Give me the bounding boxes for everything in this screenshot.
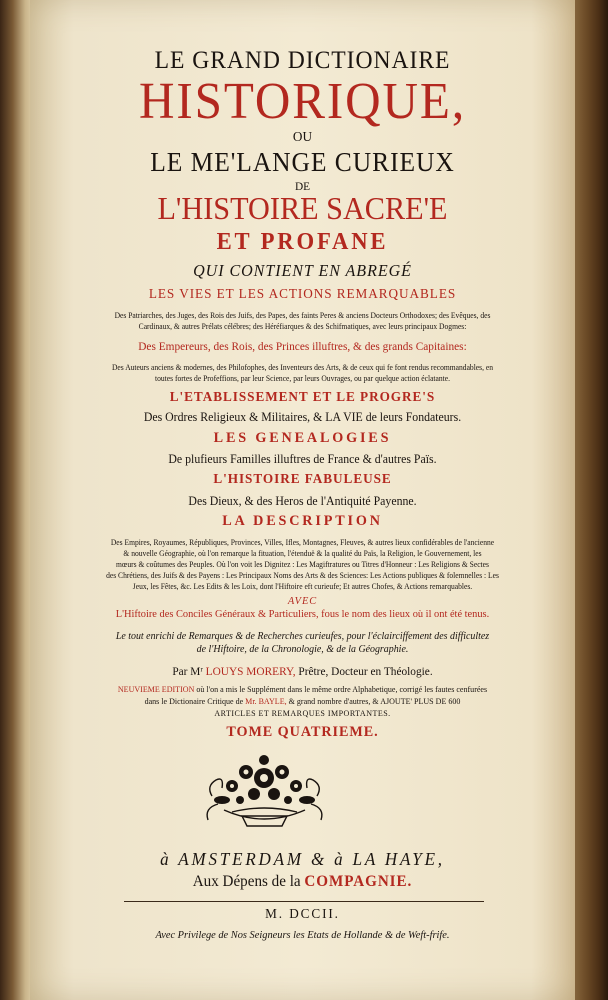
author-line	[45, 665, 560, 677]
description-text-3: mœurs & coûtumes des Peuples. Où l'on voit les Dignitez : Les Magiftratures ou Titres d'Honneur : Les Religions & Sectes	[116, 560, 489, 569]
title-line-1: LE GRAND DICTIONAIRE	[154, 47, 451, 74]
description-heading: LA DESCRIPTION	[222, 513, 383, 529]
subtitle-histoire: L'HISTOIRE SACRE'E	[157, 190, 448, 226]
bayle-name: Mr. BAYLE,	[245, 696, 287, 706]
description-text-5: Jeux, les Fêtes, &c. Les Edits & les Loix, dont l'Hiftoire eft curieufe; Et autres Chofes, & Actions remarquables.	[132, 582, 473, 591]
auteurs-text-2: toutes fortes de Profeffions, par leur Science, par leurs Ouvrages, ou par quelque action éclatante.	[154, 374, 451, 383]
author-prefix: Par Mʳ	[172, 664, 203, 678]
subtitle-profane: ET PROFANE	[216, 229, 389, 255]
description-text-1: Des Empires, Royaumes, Républiques, Provinces, Villes, Ifles, Montagnes, Fleuves, & autres lieux confidérables de l'ancienne	[110, 538, 495, 547]
histoire-fabuleuse-heading: L'HISTOIRE FABULEUSE	[213, 472, 392, 487]
subtitle-melange: LE ME'LANGE CURIEUX	[150, 147, 455, 177]
patriarches-text-2: Cardinaux, & autres Prélats célébres; des Héréfiarques & des Schifmatiques, avec leurs principaux Dogmes:	[138, 322, 467, 331]
privilege-line: Avec Privilege de Nos Seigneurs les Etats de Hollande & de Weft-frife.	[155, 929, 450, 941]
publisher-name: COMPAGNIE.	[304, 873, 413, 890]
dieux-line: Des Dieux, & des Heros de l'Antiquité Payenne.	[188, 494, 417, 508]
genealogies-heading: LES GENEALOGIES	[213, 430, 392, 446]
patriarches-text-1: Des Patriarches, des Juges, des Rois des Juifs, des Papes, des faints Peres & anciens Docteurs Orthodoxes; des Evêques, des	[114, 311, 491, 320]
book-right-edge	[572, 0, 608, 1000]
imprint-date: M. DCCII.	[265, 907, 340, 922]
description-text-2: & nouvelle Géographie, où l'on remarque la fituation, l'étenduë & la qualité du Païs, la Religion, le Gouvernement, les	[123, 549, 482, 558]
publisher-prefix: Aux Dépens de la	[192, 873, 301, 890]
author-name: LOUYS MORERY,	[205, 664, 296, 678]
imprint-place: à AMSTERDAM & à LA HAYE,	[160, 849, 445, 869]
enrichi-line-2: de l'Hiftoire, de la Chronologie, & de la Géographie.	[196, 644, 409, 655]
les-vies-heading: LES VIES ET LES ACTIONS REMARQUABLES	[148, 287, 457, 302]
rule-top	[124, 901, 484, 902]
ordres-line: Des Ordres Religieux & Militaires, & LA VIE de leurs Fondateurs.	[143, 410, 462, 424]
imprint-publisher-line	[45, 874, 560, 890]
tome-heading: TOME QUATRIEME.	[226, 724, 379, 740]
familles-line: De plufieurs Familles illuftres de France & d'autres Païs.	[168, 452, 437, 466]
flower-basket-vignette-icon	[202, 750, 327, 832]
edition-text: où l'on a mis le Supplément dans le même ordre Alphabetique, corrigé les fautes cenfurées	[196, 684, 488, 694]
enrichi-line-1: Le tout enrichi de Remarques & de Recherches curieufes, pour l'éclairciffement des difficultez	[115, 631, 490, 642]
description-text-4: des Chrétiens, des Juifs & des Payens : Les Principaux Noms des Arts & des Sciences: Les Actions publiques & folemnelles : Les	[106, 571, 499, 580]
qui-contient: QUI CONTIENT EN ABREGÉ	[193, 261, 412, 280]
conciles-line: L'Hiftoire des Conciles Généraux & Particuliers, fous le nom des lieux où il ont été tenus.	[115, 608, 490, 620]
bayle-line	[45, 697, 560, 706]
title-de: DE	[294, 179, 311, 193]
title-page	[30, 0, 575, 1000]
avec-label: AVEC	[287, 595, 318, 607]
bayle-prefix: dans le Dictionaire Critique de	[144, 696, 244, 706]
title-ou: OU	[292, 130, 313, 145]
edition-line	[45, 685, 560, 694]
author-suffix: Prêtre, Docteur en Théologie.	[298, 664, 433, 678]
auteurs-text-1: Des Auteurs anciens & modernes, des Philofophes, des Inventeurs des Arts, & de ceux qui fe font rendus recommandables, en	[111, 363, 494, 372]
main-title: HISTORIQUE,	[138, 73, 466, 130]
bayle-suffix: & grand nombre d'autres, & AJOUTE' PLUS DE 600	[288, 696, 461, 706]
articles-line: ARTICLES ET REMARQUES IMPORTANTES.	[214, 708, 391, 718]
edition-label: NEUVIEME EDITION	[117, 684, 195, 694]
etablissement-heading: L'ETABLISSEMENT ET LE PROGRE'S	[169, 390, 436, 405]
empereurs-line: Des Empereurs, des Rois, des Princes illuftres, & des grands Capitaines:	[138, 339, 467, 353]
